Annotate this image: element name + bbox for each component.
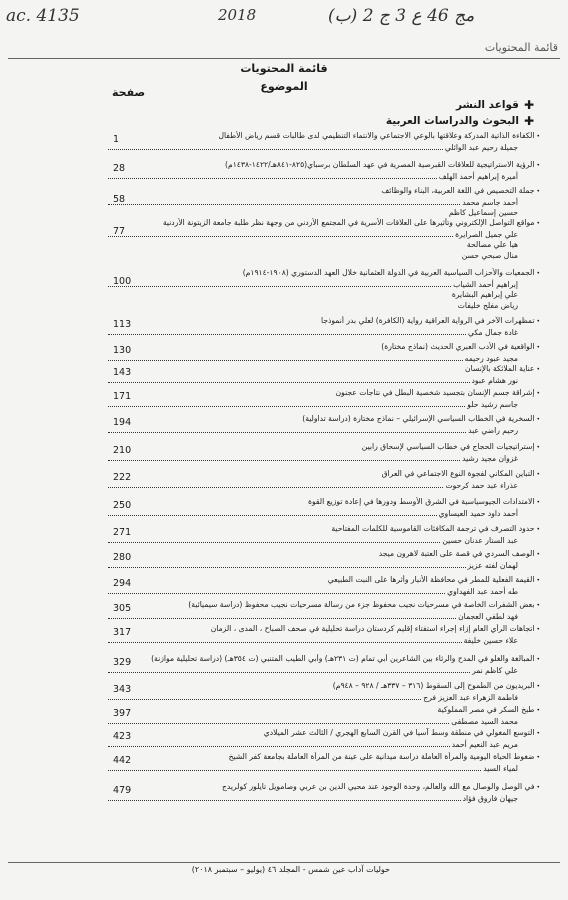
entry-author: عبد الستار عدنان حسين bbox=[442, 535, 518, 545]
toc-entry bbox=[108, 782, 540, 804]
entry-title: بعض الشفرات الخاصة في مسرحيات نجيب محفوظ جزء من رسالة مسرحيات نجيب محفوظ (دراسة سيميائية) bbox=[188, 600, 535, 609]
toc-entry bbox=[108, 268, 540, 311]
entry-page-number: 343 bbox=[113, 684, 132, 695]
bullet-icon: • bbox=[536, 730, 540, 737]
entry-title: مواقع التواصل الإلكتروني وتأثيرها على العلاقات الأسرية في المجتمع الأردني من وجهة نظر طلبة جامعة الزيتونة الأردنية bbox=[162, 218, 535, 227]
toc-entry bbox=[108, 549, 540, 571]
bullet-icon: • bbox=[536, 366, 540, 373]
leader-dots bbox=[108, 587, 445, 594]
entry-author: فاطمة الزهراء عبد العزيز فرج bbox=[423, 692, 518, 702]
toc-entry bbox=[108, 728, 540, 750]
entry-page-number: 171 bbox=[113, 391, 132, 402]
entry-author: هيا علي مصالحة bbox=[466, 240, 518, 249]
entry-title: الواقعية في الأدب العبري الحديث (نماذج مختارة) bbox=[381, 342, 535, 351]
toc-entry bbox=[108, 342, 540, 364]
leader-dots bbox=[108, 400, 465, 407]
toc-entry bbox=[108, 131, 540, 153]
leader-dots bbox=[108, 636, 462, 643]
entry-title: ضغوط الحياة اليومية والمرأة العاملة دراسة ميدانية على عينة من المرأة العاملة بجامعة كفر الشيخ bbox=[228, 752, 535, 761]
entry-author: جاسم رشيد حلو bbox=[467, 399, 518, 409]
entry-author: علي إبراهيم البشايرة bbox=[451, 290, 518, 299]
leader-dots bbox=[108, 198, 460, 205]
entry-author: علي جميل الصرايرة bbox=[455, 229, 518, 239]
bullet-icon: • bbox=[536, 133, 540, 140]
entry-author: أميرة إبراهيم أحمد الهلف bbox=[438, 171, 518, 181]
entry-title: عناية الملائكة بالإنسان bbox=[465, 364, 535, 373]
leader-dots bbox=[108, 280, 451, 287]
bullet-icon: • bbox=[536, 471, 540, 478]
entry-title: إستراتيجيات الحجاج في خطاب السياسي لإسحاق رابين bbox=[361, 442, 535, 451]
running-header: قائمة المحتويات bbox=[484, 41, 558, 54]
bullet-icon: • bbox=[536, 390, 540, 397]
leader-dots bbox=[108, 666, 470, 673]
bullet-icon: • bbox=[536, 784, 540, 791]
entry-author: رحيم راضي عبد bbox=[468, 425, 518, 435]
entry-author: علي كاظم نمر bbox=[472, 665, 518, 675]
entry-page-number: 442 bbox=[113, 755, 132, 766]
bullet-icon: • bbox=[536, 499, 540, 506]
toc-entry bbox=[108, 316, 540, 338]
entry-author: جيهان فاروق فؤاد bbox=[462, 793, 518, 803]
bullet-icon: • bbox=[536, 526, 540, 533]
entry-title: البريديون من الطموح إلى السقوط (٣١٦ – ٣٣٧هـ / ٩٢٨ – ٩٤٨م) bbox=[332, 681, 535, 690]
bullet-icon: • bbox=[536, 683, 540, 690]
leader-dots bbox=[108, 354, 463, 361]
entry-author: مريم عبد النعيم أحمد bbox=[451, 739, 518, 749]
leader-dots bbox=[108, 481, 443, 488]
entry-page-number: 305 bbox=[113, 603, 132, 614]
toc-entry bbox=[108, 624, 540, 646]
entry-author: طه أحمد عبد الفهداوي bbox=[447, 586, 518, 596]
leader-dots bbox=[108, 454, 460, 461]
entry-title: القيمة الفعلية للمطر في محافظة الأنبار وأثرها على النبت الطبيعي bbox=[327, 575, 535, 584]
toc-entry bbox=[108, 705, 540, 727]
entry-page-number: 294 bbox=[113, 578, 132, 589]
cross-icon: ✚ bbox=[523, 114, 534, 128]
leader-dots bbox=[108, 612, 456, 619]
entry-page-number: 329 bbox=[113, 657, 132, 668]
entry-author: حسين إسماعيل كاظم bbox=[448, 208, 518, 217]
entry-title: الكفاءة الذاتية المدركة وعلاقتها بالوعي الاجتماعي والانتماء التنظيمي لدى طالبات قسم رياض الأطفال bbox=[218, 131, 535, 140]
entry-author: جميلة رحيم عبد الوائلي bbox=[444, 142, 518, 152]
entry-author: نور هشام عبود bbox=[471, 375, 518, 385]
entry-author: لهمان لفته عزيز bbox=[467, 560, 518, 570]
entry-page-number: 317 bbox=[113, 627, 132, 638]
entry-title: تمظهرات الآخر في الرواية العراقية رواية (الكافرة) لعلي بدر أنموذجا bbox=[321, 316, 535, 325]
leader-dots bbox=[108, 693, 421, 700]
entry-title: اتجاهات الرأي العام إزاء إجراء استفتاء إقليم كردستان دراسة تحليلية في صحف الصباح ، المدى ، الزمان bbox=[210, 624, 535, 633]
bullet-icon: • bbox=[536, 220, 540, 227]
entry-page-number: 222 bbox=[113, 472, 132, 483]
toc-entry bbox=[108, 364, 540, 386]
bullet-icon: • bbox=[536, 162, 540, 169]
bullet-icon: • bbox=[536, 318, 540, 325]
bullet-icon: • bbox=[536, 551, 540, 558]
bullet-icon: • bbox=[536, 444, 540, 451]
toc-entry bbox=[108, 575, 540, 597]
toc-entry bbox=[108, 414, 540, 436]
entry-page-number: 271 bbox=[113, 527, 132, 538]
entry-page-number: 250 bbox=[113, 500, 132, 511]
entry-page-number: 28 bbox=[113, 163, 126, 174]
entry-author: منال صبحي حسن bbox=[461, 250, 518, 260]
leader-dots bbox=[108, 230, 453, 237]
entry-author: غادة جمال مكي bbox=[468, 327, 518, 337]
bullet-icon: • bbox=[536, 344, 540, 351]
bullet-icon: • bbox=[536, 707, 540, 714]
entry-page-number: 100 bbox=[113, 276, 132, 287]
leader-dots bbox=[108, 328, 466, 335]
entry-title: حدود التصرف في ترجمة المكافئات القاموسية للكلمات المفتاحية bbox=[331, 524, 535, 533]
bullet-icon: • bbox=[536, 754, 540, 761]
leader-dots bbox=[108, 426, 466, 433]
entry-page-number: 423 bbox=[113, 731, 132, 742]
entry-page-number: 194 bbox=[113, 417, 132, 428]
toc-entry bbox=[108, 600, 540, 622]
bullet-icon: • bbox=[536, 416, 540, 423]
entry-author: رياض مفلح خليفات bbox=[457, 300, 518, 310]
entry-page-number: 113 bbox=[113, 319, 132, 330]
entry-page-number: 58 bbox=[113, 194, 126, 205]
bullet-icon: • bbox=[536, 602, 540, 609]
entry-title: إشراقة جسم الإنسان بتجسيد شخصية البطل في نتاجات عجنون bbox=[335, 388, 535, 397]
toc-entry bbox=[108, 469, 540, 491]
column-header-page: صفحة bbox=[112, 86, 146, 99]
handwritten-note-middle: 2018 bbox=[218, 6, 257, 24]
entry-title: في الوصل والوصال مع الله والعالم، وحدة الوجود عند محيي الدين بن عربي وصامويل تايلور كولريدج bbox=[222, 782, 535, 791]
toc-entry bbox=[108, 442, 540, 464]
toc-entry bbox=[108, 524, 540, 546]
bullet-icon: • bbox=[536, 270, 540, 277]
toc-entry bbox=[108, 218, 540, 261]
header-divider bbox=[8, 58, 560, 59]
footer-citation: حوليات آداب عين شمس - المجلد ٤٦ (يوليو – سبتمبر ٢٠١٨) bbox=[191, 865, 390, 874]
leader-dots bbox=[108, 561, 466, 568]
section-heading bbox=[386, 114, 534, 128]
leader-dots bbox=[108, 172, 437, 179]
leader-dots bbox=[108, 740, 450, 747]
column-header-topic: الموضوع bbox=[260, 80, 308, 93]
entry-author: لمياء السيد bbox=[483, 763, 518, 773]
entry-author: مجيد عبود رحيمه bbox=[464, 353, 518, 363]
entry-title: طبخ السكر في مصر المملوكية bbox=[437, 705, 535, 714]
leader-dots bbox=[108, 764, 481, 771]
page-title: قائمة المحتويات bbox=[240, 62, 328, 75]
entry-author: عذراء عبد حمد كرحوت bbox=[445, 480, 518, 490]
entry-author: علاء حسين خليفة bbox=[463, 635, 518, 645]
toc-entry bbox=[108, 186, 540, 219]
leader-dots bbox=[108, 376, 470, 383]
entry-page-number: 77 bbox=[113, 226, 126, 237]
bullet-icon: • bbox=[536, 188, 540, 195]
entry-author: أحمد داود حميد العيساوي bbox=[438, 508, 518, 518]
entry-title: الوصف السردي في قصة على العتبة لاهرون ميجد bbox=[378, 549, 535, 558]
entry-page-number: 143 bbox=[113, 367, 132, 378]
entry-page-number: 130 bbox=[113, 345, 132, 356]
leader-dots bbox=[108, 143, 443, 150]
entry-page-number: 1 bbox=[113, 134, 120, 145]
toc-entry bbox=[108, 654, 540, 676]
entry-title: الامتدادات الجيوسياسية في الشرق الأوسط ودورها في إعادة توزيع القوة bbox=[308, 497, 535, 506]
section-heading-label: البحوث والدراسات العربية bbox=[385, 115, 519, 127]
entry-title: الجمعيات والأحزاب السياسية العربية في الدولة العثمانية خلال العهد الدستوري (١٩٠٨-١٩١٤م) bbox=[242, 268, 535, 277]
entry-title: السخرية في الخطاب السياسي الإسرائيلي – نماذج مختارة (دراسة تداولية) bbox=[302, 414, 535, 423]
entry-page-number: 210 bbox=[113, 445, 132, 456]
entry-page-number: 397 bbox=[113, 708, 132, 719]
entry-title: التوسع المغولي في منطقة وسط آسيا في القرن السابع الهجري / الثالث عشر الميلادي bbox=[263, 728, 535, 737]
handwritten-note-left: ac. 4135 bbox=[6, 6, 80, 26]
toc-entry bbox=[108, 497, 540, 519]
entry-title: الرؤية الاستراتيجية للعلاقات القبرصية المصرية في عهد السلطان برسباي(٨٢٥-٨٤١هـ/١٤٢٢-١٤٣٨م) bbox=[225, 160, 535, 169]
leader-dots bbox=[108, 509, 437, 516]
entry-title: جملة التخصيص في اللغة العربية، البناء والوظائف bbox=[381, 186, 535, 195]
toc-entry bbox=[108, 752, 540, 774]
entry-author: إبراهيم أحمد الشياب bbox=[453, 279, 518, 289]
entry-author: غزوان مجيد رشيد bbox=[462, 453, 518, 463]
bullet-icon: • bbox=[536, 656, 540, 663]
leader-dots bbox=[108, 536, 440, 543]
leader-dots bbox=[108, 717, 449, 724]
footer-divider bbox=[8, 862, 560, 863]
handwritten-note-right: مج 46 ع 3 ج 2 (ب) bbox=[328, 6, 475, 26]
toc-entry bbox=[108, 681, 540, 703]
bullet-icon: • bbox=[536, 626, 540, 633]
entry-author: أحمد جاسم محمد bbox=[462, 197, 518, 207]
entry-title: التباين المكاني لفجوة النوع الاجتماعي في العراق bbox=[381, 469, 535, 478]
entry-author: محمد السيد مصطفى bbox=[451, 716, 518, 726]
section-heading bbox=[456, 98, 534, 112]
leader-dots bbox=[108, 794, 461, 801]
entry-title: المبالغة والغلو في المدح والرثاء بين الشاعرين أبي تمام (ت ٢٣١هـ) وأبي الطيب المتنبي (ت ٣٥٤هـ) (دراسة تحليلية موازنة) bbox=[151, 654, 535, 663]
entry-page-number: 479 bbox=[113, 785, 132, 796]
entry-author: فهد لطفي العجمان bbox=[458, 611, 518, 621]
section-heading-label: قواعد النشر bbox=[455, 99, 519, 111]
bullet-icon: • bbox=[536, 577, 540, 584]
cross-icon: ✚ bbox=[523, 98, 534, 112]
entry-page-number: 280 bbox=[113, 552, 132, 563]
toc-entry bbox=[108, 160, 540, 182]
toc-entry bbox=[108, 388, 540, 410]
